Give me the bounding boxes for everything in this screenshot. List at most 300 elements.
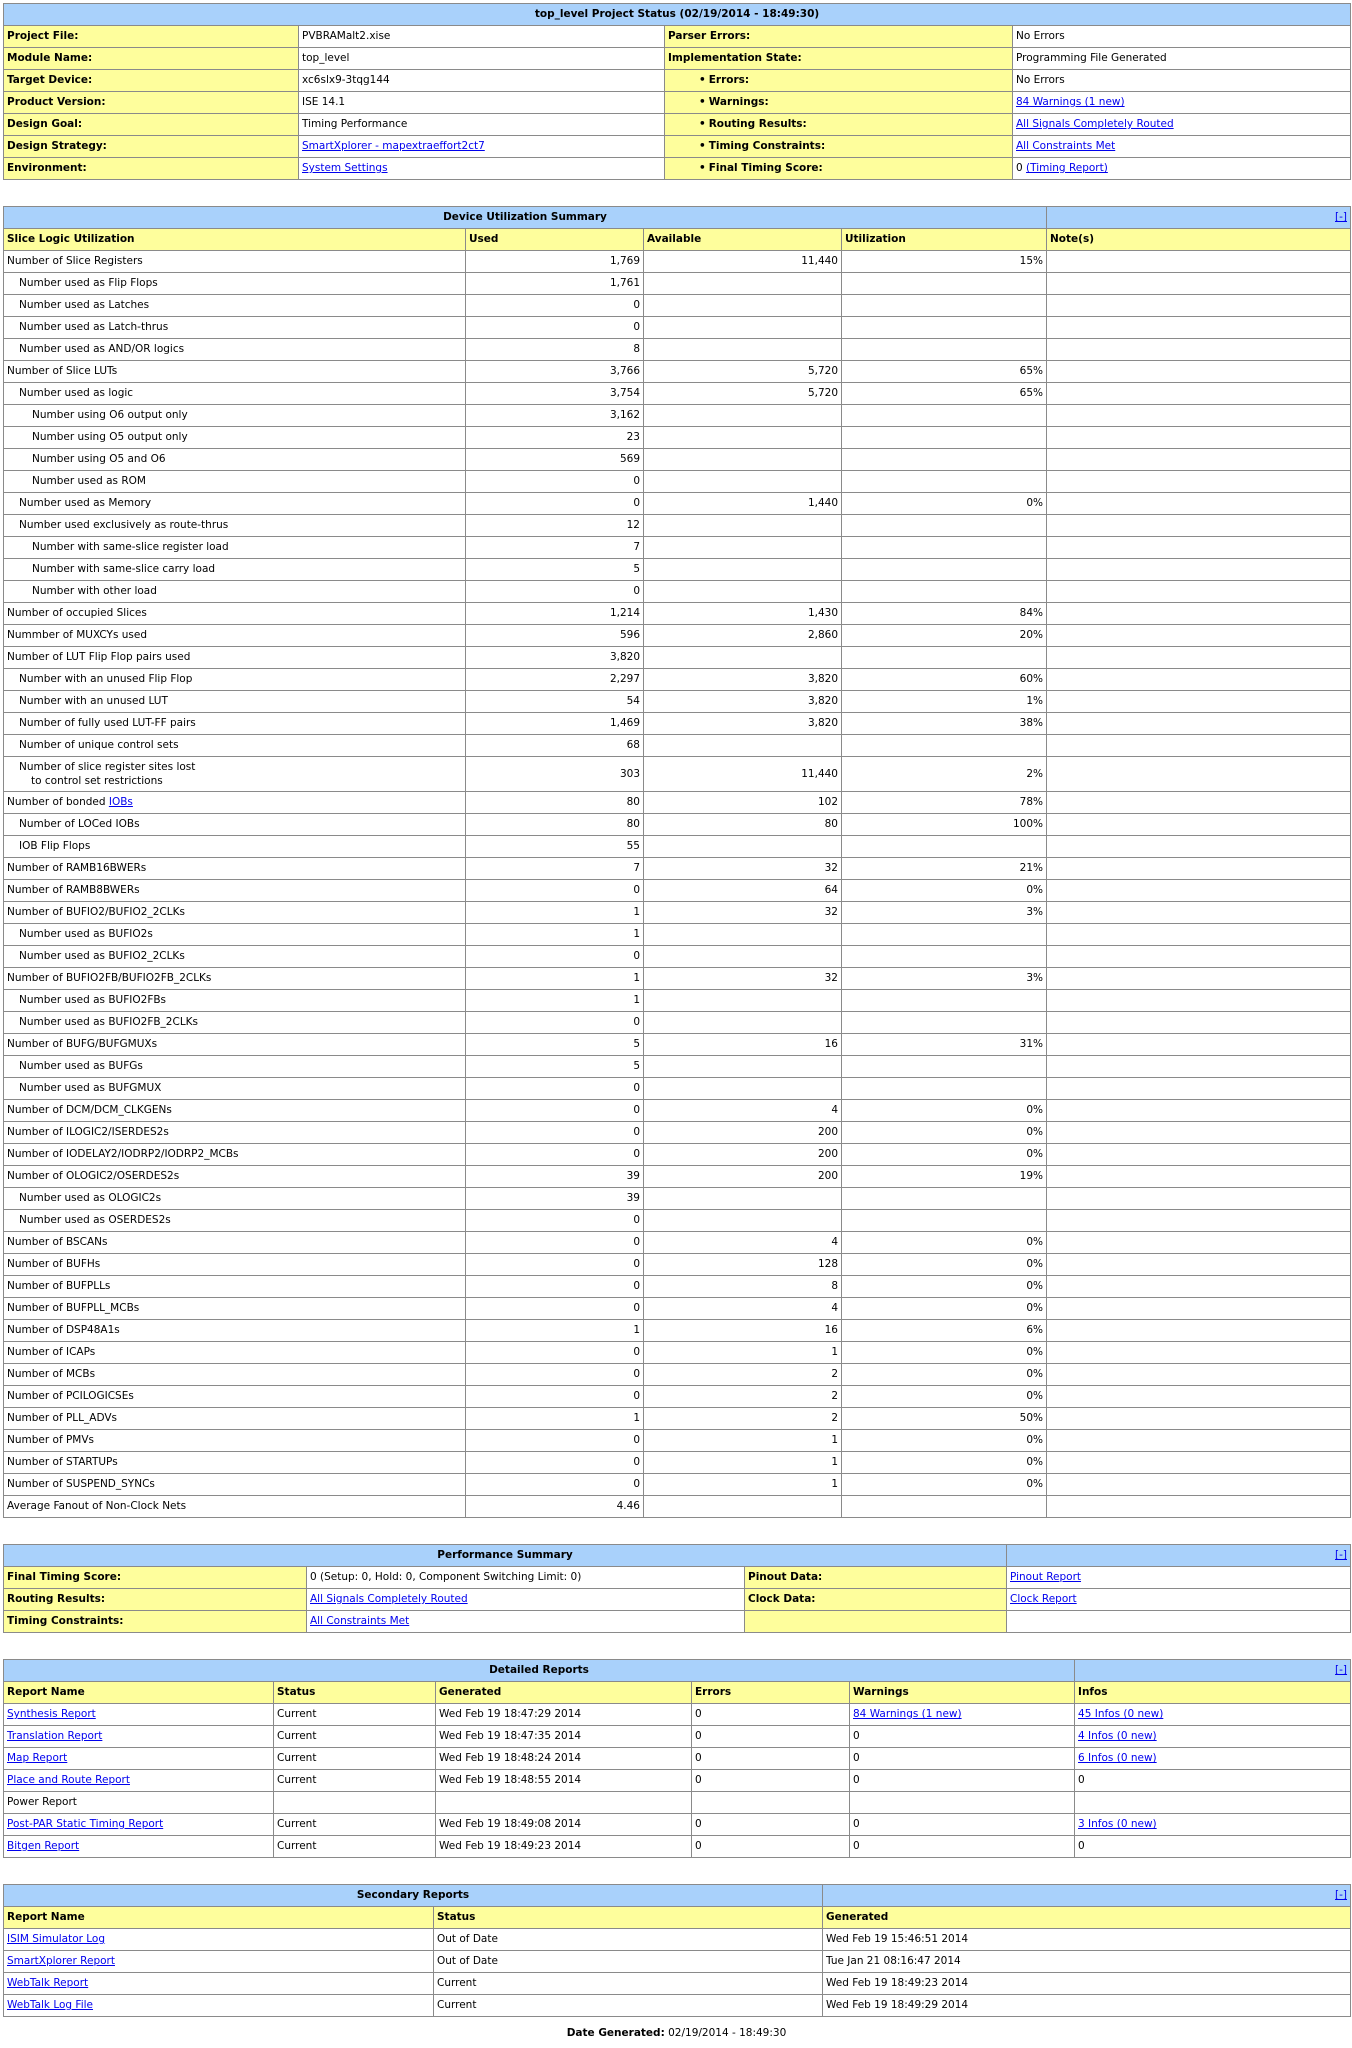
util-name: Number with same-slice carry load bbox=[32, 563, 216, 575]
utilization-row bbox=[4, 1496, 1351, 1518]
util-name-cell bbox=[4, 691, 466, 713]
iobs-link[interactable]: IOBs bbox=[108, 796, 133, 808]
util-name: Number of BUFIO2/BUFIO2_2CLKs bbox=[7, 906, 185, 918]
col-warnings: Warnings bbox=[850, 1682, 1075, 1704]
report-warnings-cell bbox=[850, 1726, 1075, 1748]
perf-label: Pinout Data: bbox=[745, 1567, 1007, 1589]
report-generated: Wed Feb 19 18:48:55 2014 bbox=[436, 1770, 692, 1792]
util-name: Number of PMVs bbox=[7, 1434, 95, 1446]
util-available bbox=[644, 735, 842, 757]
util-percent: 1% bbox=[842, 691, 1047, 713]
status-label-text: • Final Timing Score: bbox=[699, 162, 823, 174]
util-notes bbox=[1047, 1452, 1351, 1474]
status-value-cell bbox=[299, 114, 665, 136]
detailed-title: Detailed Reports bbox=[4, 1660, 1075, 1682]
footer-date: 02/19/2014 - 18:49:30 bbox=[668, 2027, 787, 2039]
status-value-cell bbox=[1013, 70, 1351, 92]
col-notes: Note(s) bbox=[1047, 229, 1351, 251]
sec-report-link[interactable]: SmartXplorer Report bbox=[7, 1955, 115, 1967]
report-errors: 0 bbox=[692, 1704, 850, 1726]
report-warnings: 0 bbox=[853, 1752, 860, 1764]
status-value-cell bbox=[299, 92, 665, 114]
util-available bbox=[644, 1188, 842, 1210]
util-available bbox=[644, 449, 842, 471]
util-used: 55 bbox=[466, 836, 644, 858]
util-name: Number of ICAPs bbox=[7, 1346, 96, 1358]
utilization-row bbox=[4, 1056, 1351, 1078]
utilization-row bbox=[4, 361, 1351, 383]
perf-value-link[interactable]: All Constraints Met bbox=[310, 1615, 410, 1627]
report-errors bbox=[692, 1792, 850, 1814]
util-name: Average Fanout of Non-Clock Nets bbox=[7, 1500, 187, 1512]
perf-label bbox=[745, 1611, 1007, 1633]
report-generated bbox=[436, 1792, 692, 1814]
utilization-row bbox=[4, 924, 1351, 946]
detailed-header-row bbox=[4, 1682, 1351, 1704]
util-name-cell bbox=[4, 383, 466, 405]
util-notes bbox=[1047, 471, 1351, 493]
col-slice-logic: Slice Logic Utilization bbox=[4, 229, 466, 251]
util-used: 3,766 bbox=[466, 361, 644, 383]
col-sec-generated: Generated bbox=[823, 1907, 1351, 1929]
util-name-cell bbox=[4, 1408, 466, 1430]
util-name-cell bbox=[4, 1342, 466, 1364]
utilization-header-row bbox=[4, 229, 1351, 251]
util-name: Number used as Memory bbox=[19, 497, 152, 509]
report-generated: Wed Feb 19 18:49:08 2014 bbox=[436, 1814, 692, 1836]
infos-link[interactable]: 3 Infos (0 new) bbox=[1078, 1818, 1157, 1830]
sec-report-status: Out of Date bbox=[434, 1929, 823, 1951]
util-used: 2,297 bbox=[466, 669, 644, 691]
util-percent: 100% bbox=[842, 814, 1047, 836]
util-notes bbox=[1047, 735, 1351, 757]
report-status: Current bbox=[274, 1704, 436, 1726]
perf-report-link[interactable]: Pinout Report bbox=[1010, 1571, 1082, 1583]
secondary-reports-table bbox=[3, 1884, 1351, 2017]
util-notes bbox=[1047, 1056, 1351, 1078]
util-name-cell bbox=[4, 581, 466, 603]
util-percent: 21% bbox=[842, 858, 1047, 880]
utilization-row bbox=[4, 1298, 1351, 1320]
util-available: 11,440 bbox=[644, 251, 842, 273]
util-name-cell bbox=[4, 713, 466, 735]
project-status-title: top_level Project Status (02/19/2014 - 18:49:30) bbox=[4, 4, 1351, 26]
util-percent: 0% bbox=[842, 1276, 1047, 1298]
util-name: Number of PCILOGICSEs bbox=[7, 1390, 134, 1402]
report-generated: Wed Feb 19 18:49:23 2014 bbox=[436, 1836, 692, 1858]
util-available: 4 bbox=[644, 1298, 842, 1320]
util-name: Number used as Latches bbox=[19, 299, 150, 311]
util-name: Number used as Latch-thrus bbox=[19, 321, 169, 333]
timing-report-link[interactable]: (Timing Report) bbox=[1026, 162, 1108, 174]
util-name: Number of BUFHs bbox=[7, 1258, 101, 1270]
util-notes bbox=[1047, 1342, 1351, 1364]
report-status: Current bbox=[274, 1726, 436, 1748]
util-percent bbox=[842, 647, 1047, 669]
status-label: Module Name: bbox=[4, 48, 299, 70]
util-name-cell bbox=[4, 1320, 466, 1342]
util-name: Number of STARTUPs bbox=[7, 1456, 118, 1468]
util-notes bbox=[1047, 691, 1351, 713]
infos-link[interactable]: 4 Infos (0 new) bbox=[1078, 1730, 1157, 1742]
util-percent: 84% bbox=[842, 603, 1047, 625]
util-name-cell bbox=[4, 647, 466, 669]
sec-report-status: Current bbox=[434, 1973, 823, 1995]
util-percent: 19% bbox=[842, 1166, 1047, 1188]
util-notes bbox=[1047, 1386, 1351, 1408]
util-notes bbox=[1047, 537, 1351, 559]
util-notes bbox=[1047, 581, 1351, 603]
util-name-cell bbox=[4, 1254, 466, 1276]
status-value: ISE 14.1 bbox=[302, 96, 346, 108]
status-row bbox=[4, 136, 1351, 158]
util-name-cell bbox=[4, 1122, 466, 1144]
status-label-text: Parser Errors: bbox=[668, 30, 751, 42]
status-value-link[interactable]: All Constraints Met bbox=[1016, 140, 1116, 152]
utilization-row bbox=[4, 581, 1351, 603]
util-used: 68 bbox=[466, 735, 644, 757]
util-available bbox=[644, 1056, 842, 1078]
util-used: 0 bbox=[466, 1474, 644, 1496]
utilization-row bbox=[4, 1232, 1351, 1254]
detailed-collapse-toggle[interactable]: [-] bbox=[1335, 1664, 1348, 1676]
util-percent: 0% bbox=[842, 1452, 1047, 1474]
util-name: Number used as BUFIO2_2CLKs bbox=[19, 950, 185, 962]
utilization-row bbox=[4, 471, 1351, 493]
utilization-row bbox=[4, 713, 1351, 735]
report-link[interactable]: Synthesis Report bbox=[7, 1708, 96, 1720]
util-name: Number of BUFPLL_MCBs bbox=[7, 1302, 140, 1314]
util-name: Number used as BUFGs bbox=[19, 1060, 143, 1072]
report-name-cell bbox=[4, 1704, 274, 1726]
report-infos-cell bbox=[1075, 1770, 1351, 1792]
util-notes bbox=[1047, 880, 1351, 902]
sec-report-status: Out of Date bbox=[434, 1951, 823, 1973]
util-used: 39 bbox=[466, 1166, 644, 1188]
report-infos: 0 bbox=[1078, 1840, 1085, 1852]
util-name: Number used exclusively as route-thrus bbox=[19, 519, 229, 531]
report-infos-cell bbox=[1075, 1704, 1351, 1726]
util-available bbox=[644, 273, 842, 295]
report-errors: 0 bbox=[692, 1836, 850, 1858]
util-percent: 0% bbox=[842, 1144, 1047, 1166]
util-notes bbox=[1047, 295, 1351, 317]
report-generated: Wed Feb 19 18:47:29 2014 bbox=[436, 1704, 692, 1726]
utilization-row bbox=[4, 647, 1351, 669]
util-available bbox=[644, 1078, 842, 1100]
util-notes bbox=[1047, 1034, 1351, 1056]
utilization-row bbox=[4, 1386, 1351, 1408]
util-used: 0 bbox=[466, 1452, 644, 1474]
util-used: 1,769 bbox=[466, 251, 644, 273]
util-available bbox=[644, 317, 842, 339]
perf-value-link[interactable]: All Signals Completely Routed bbox=[310, 1593, 468, 1605]
util-used: 1 bbox=[466, 902, 644, 924]
util-name-cell bbox=[4, 968, 466, 990]
report-infos-cell bbox=[1075, 1748, 1351, 1770]
util-percent: 0% bbox=[842, 1386, 1047, 1408]
util-percent bbox=[842, 273, 1047, 295]
table-row bbox=[4, 1770, 1351, 1792]
util-name-cell bbox=[4, 559, 466, 581]
util-name: Number used as OSERDES2s bbox=[19, 1214, 171, 1226]
report-warnings-cell bbox=[850, 1836, 1075, 1858]
table-row bbox=[4, 1792, 1351, 1814]
util-available bbox=[644, 405, 842, 427]
util-percent bbox=[842, 405, 1047, 427]
col-utilization: Utilization bbox=[842, 229, 1047, 251]
util-notes bbox=[1047, 493, 1351, 515]
sec-report-name-cell bbox=[4, 1995, 434, 2017]
util-available: 1,440 bbox=[644, 493, 842, 515]
util-name: Number of SUSPEND_SYNCs bbox=[7, 1478, 155, 1490]
status-value: No Errors bbox=[1016, 30, 1065, 42]
util-percent: 3% bbox=[842, 968, 1047, 990]
secondary-collapse-toggle[interactable]: [-] bbox=[1335, 1889, 1348, 1901]
util-name: Number of unique control sets bbox=[19, 739, 179, 751]
util-name: Number of BUFG/BUFGMUXs bbox=[7, 1038, 158, 1050]
status-value-link[interactable]: 84 Warnings (1 new) bbox=[1016, 96, 1125, 108]
warnings-link[interactable]: 84 Warnings (1 new) bbox=[853, 1708, 962, 1720]
report-link[interactable]: Map Report bbox=[7, 1752, 68, 1764]
sec-report-link[interactable]: WebTalk Report bbox=[7, 1977, 89, 1989]
report-link[interactable]: Post-PAR Static Timing Report bbox=[7, 1818, 164, 1830]
status-label: Environment: bbox=[4, 158, 299, 180]
util-name-cont: to control set restrictions bbox=[31, 775, 163, 787]
util-name-cell bbox=[4, 1012, 466, 1034]
util-available bbox=[644, 537, 842, 559]
sec-report-name-cell bbox=[4, 1929, 434, 1951]
util-available: 200 bbox=[644, 1166, 842, 1188]
report-link[interactable]: Translation Report bbox=[7, 1730, 103, 1742]
util-notes bbox=[1047, 814, 1351, 836]
col-sec-status: Status bbox=[434, 1907, 823, 1929]
util-name: Number used as ROM bbox=[32, 475, 146, 487]
util-available: 8 bbox=[644, 1276, 842, 1298]
util-notes bbox=[1047, 339, 1351, 361]
report-infos-cell bbox=[1075, 1836, 1351, 1858]
util-name-cell bbox=[4, 537, 466, 559]
util-available: 5,720 bbox=[644, 361, 842, 383]
util-available: 5,720 bbox=[644, 383, 842, 405]
util-available: 2 bbox=[644, 1386, 842, 1408]
util-available bbox=[644, 427, 842, 449]
report-warnings-cell bbox=[850, 1704, 1075, 1726]
report-infos-cell bbox=[1075, 1726, 1351, 1748]
util-notes bbox=[1047, 383, 1351, 405]
utilization-row bbox=[4, 1320, 1351, 1342]
util-available: 102 bbox=[644, 792, 842, 814]
secondary-header-row bbox=[4, 1907, 1351, 1929]
status-row bbox=[4, 158, 1351, 180]
util-name: Number of RAMB8BWERs bbox=[7, 884, 140, 896]
util-name: Number of IODELAY2/IODRP2/IODRP2_MCBs bbox=[7, 1148, 239, 1160]
util-percent bbox=[842, 1056, 1047, 1078]
sec-report-link[interactable]: WebTalk Log File bbox=[7, 1999, 93, 2011]
utilization-row bbox=[4, 493, 1351, 515]
util-name: Number of slice register sites lost bbox=[19, 761, 196, 773]
project-status-table bbox=[3, 3, 1351, 180]
util-name-cell bbox=[4, 339, 466, 361]
util-notes bbox=[1047, 559, 1351, 581]
utilization-row bbox=[4, 251, 1351, 273]
util-name-cell bbox=[4, 603, 466, 625]
sec-report-generated: Wed Feb 19 18:49:29 2014 bbox=[823, 1995, 1351, 2017]
util-available: 3,820 bbox=[644, 669, 842, 691]
utilization-row bbox=[4, 1474, 1351, 1496]
util-available: 11,440 bbox=[644, 757, 842, 792]
report-warnings: 0 bbox=[853, 1730, 860, 1742]
infos-link[interactable]: 45 Infos (0 new) bbox=[1078, 1708, 1164, 1720]
status-row bbox=[4, 26, 1351, 48]
util-used: 0 bbox=[466, 1364, 644, 1386]
utilization-collapse-toggle[interactable]: [-] bbox=[1335, 211, 1347, 223]
util-percent bbox=[842, 836, 1047, 858]
util-name: Number used as AND/OR logics bbox=[19, 343, 185, 355]
report-link[interactable]: Bitgen Report bbox=[7, 1840, 80, 1852]
util-notes bbox=[1047, 1298, 1351, 1320]
report-warnings: 0 bbox=[853, 1840, 860, 1852]
util-used: 5 bbox=[466, 1056, 644, 1078]
util-name-cell bbox=[4, 1144, 466, 1166]
table-row bbox=[4, 1995, 1351, 2017]
status-value-link[interactable]: All Signals Completely Routed bbox=[1016, 118, 1174, 130]
util-name-cell bbox=[4, 858, 466, 880]
util-notes bbox=[1047, 1078, 1351, 1100]
status-value-cell bbox=[299, 26, 665, 48]
util-percent: 38% bbox=[842, 713, 1047, 735]
util-used: 596 bbox=[466, 625, 644, 647]
status-value-link[interactable]: System Settings bbox=[302, 162, 388, 174]
util-name-cell bbox=[4, 515, 466, 537]
util-used: 0 bbox=[466, 295, 644, 317]
util-notes bbox=[1047, 1408, 1351, 1430]
report-link[interactable]: Place and Route Report bbox=[7, 1774, 130, 1786]
status-value: PVBRAMalt2.xise bbox=[302, 30, 391, 42]
perf-row bbox=[4, 1589, 1351, 1611]
util-used: 39 bbox=[466, 1188, 644, 1210]
util-used: 3,754 bbox=[466, 383, 644, 405]
utilization-row bbox=[4, 1034, 1351, 1056]
performance-summary-table bbox=[3, 1544, 1351, 1633]
utilization-row bbox=[4, 1078, 1351, 1100]
util-name: Number with other load bbox=[32, 585, 157, 597]
utilization-row bbox=[4, 1100, 1351, 1122]
perf-value-cell bbox=[307, 1589, 745, 1611]
status-label-text: Implementation State: bbox=[668, 52, 802, 64]
report-name-cell bbox=[4, 1770, 274, 1792]
detailed-reports-table bbox=[3, 1659, 1351, 1858]
perf-value: 0 (Setup: 0, Hold: 0, Component Switching Limit: 0) bbox=[310, 1571, 582, 1583]
util-name: Number of BUFIO2FB/BUFIO2FB_2CLKs bbox=[7, 972, 212, 984]
report-status bbox=[274, 1792, 436, 1814]
util-percent: 0% bbox=[842, 1100, 1047, 1122]
util-percent: 60% bbox=[842, 669, 1047, 691]
util-name: Number used as BUFIO2s bbox=[19, 928, 153, 940]
util-name-cell bbox=[4, 625, 466, 647]
status-label: Design Strategy: bbox=[4, 136, 299, 158]
report-status: Current bbox=[274, 1770, 436, 1792]
util-used: 4.46 bbox=[466, 1496, 644, 1518]
sec-report-status: Current bbox=[434, 1995, 823, 2017]
util-name-cell bbox=[4, 735, 466, 757]
status-label bbox=[665, 26, 1013, 48]
util-name-cell bbox=[4, 1100, 466, 1122]
util-name-cell bbox=[4, 792, 466, 814]
util-used: 0 bbox=[466, 1100, 644, 1122]
util-name: Nummber of MUXCYs used bbox=[7, 629, 147, 641]
util-available: 2,860 bbox=[644, 625, 842, 647]
utilization-row bbox=[4, 1166, 1351, 1188]
sec-report-name-cell bbox=[4, 1951, 434, 1973]
util-available: 2 bbox=[644, 1364, 842, 1386]
report-infos: 0 bbox=[1078, 1774, 1085, 1786]
util-name-cell bbox=[4, 317, 466, 339]
util-name-cell bbox=[4, 757, 466, 792]
util-percent bbox=[842, 924, 1047, 946]
util-available: 80 bbox=[644, 814, 842, 836]
status-label: Target Device: bbox=[4, 70, 299, 92]
sec-report-link[interactable]: ISIM Simulator Log bbox=[7, 1933, 106, 1945]
util-name-cell bbox=[4, 493, 466, 515]
util-notes bbox=[1047, 1430, 1351, 1452]
util-percent: 0% bbox=[842, 1342, 1047, 1364]
infos-link[interactable]: 6 Infos (0 new) bbox=[1078, 1752, 1157, 1764]
utilization-row bbox=[4, 339, 1351, 361]
util-name-cell bbox=[4, 251, 466, 273]
util-used: 80 bbox=[466, 792, 644, 814]
util-percent: 6% bbox=[842, 1320, 1047, 1342]
status-value-cell bbox=[299, 48, 665, 70]
util-used: 0 bbox=[466, 1122, 644, 1144]
perf-report-link[interactable]: Clock Report bbox=[1010, 1593, 1077, 1605]
utilization-row bbox=[4, 669, 1351, 691]
util-used: 0 bbox=[466, 1430, 644, 1452]
util-available: 16 bbox=[644, 1320, 842, 1342]
util-name-cell bbox=[4, 1166, 466, 1188]
util-percent: 0% bbox=[842, 1430, 1047, 1452]
util-available: 3,820 bbox=[644, 713, 842, 735]
device-utilization-table bbox=[3, 206, 1351, 1518]
util-used: 1,214 bbox=[466, 603, 644, 625]
util-name: Number used as BUFIO2FB_2CLKs bbox=[19, 1016, 199, 1028]
util-notes bbox=[1047, 836, 1351, 858]
perf-collapse-toggle[interactable]: [-] bbox=[1335, 1549, 1347, 1561]
util-notes bbox=[1047, 1100, 1351, 1122]
status-value-link[interactable]: SmartXplorer - mapextraeffort2ct7 bbox=[302, 140, 485, 152]
util-percent: 0% bbox=[842, 1364, 1047, 1386]
util-percent bbox=[842, 946, 1047, 968]
util-name: Number with an unused Flip Flop bbox=[19, 673, 193, 685]
util-available: 2 bbox=[644, 1408, 842, 1430]
util-name: IOB Flip Flops bbox=[19, 840, 91, 852]
utilization-row bbox=[4, 1012, 1351, 1034]
secondary-body bbox=[4, 1885, 1351, 2017]
util-percent: 0% bbox=[842, 1474, 1047, 1496]
util-name-cell bbox=[4, 405, 466, 427]
util-available bbox=[644, 471, 842, 493]
report-warnings-cell bbox=[850, 1814, 1075, 1836]
util-name-cell bbox=[4, 902, 466, 924]
util-available bbox=[644, 836, 842, 858]
util-available: 1 bbox=[644, 1452, 842, 1474]
report-warnings-cell bbox=[850, 1748, 1075, 1770]
util-percent bbox=[842, 295, 1047, 317]
util-notes bbox=[1047, 361, 1351, 383]
perf-title: Performance Summary bbox=[4, 1545, 1007, 1567]
perf-toggle-cell bbox=[1007, 1545, 1351, 1567]
table-row bbox=[4, 1836, 1351, 1858]
